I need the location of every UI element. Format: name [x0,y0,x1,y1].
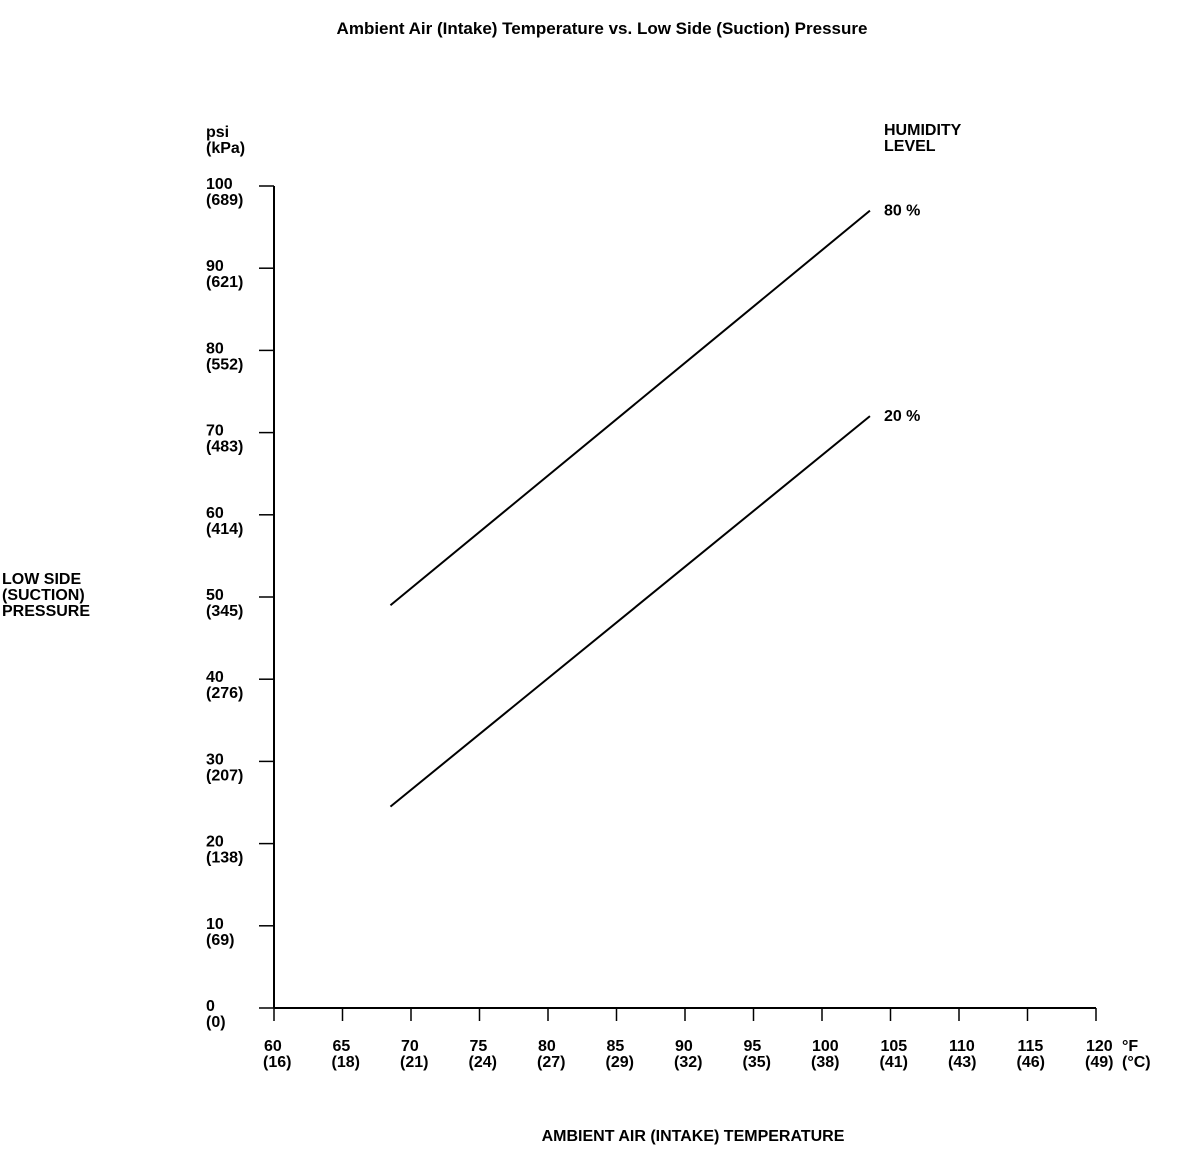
y-tick-label-kpa: (69) [206,931,235,949]
legend-title-line-2: LEVEL [884,138,936,155]
x-tick-label: 100 [812,1038,839,1055]
series [390,203,920,807]
y-tick-label: 10 [206,915,224,933]
y-tick-label: 30 [206,751,224,769]
y-tick-label: 60 [206,504,224,522]
x-tick-label-celsius: (49) [1085,1054,1114,1071]
x-tick-label: 120 [1086,1038,1113,1055]
y-tick-label-kpa: (0) [206,1014,226,1031]
x-tick-label-celsius: (24) [468,1054,497,1071]
x-tick-label-celsius: (18) [331,1054,360,1071]
x-ticks [263,1008,1113,1071]
x-tick-label-celsius: (29) [605,1054,634,1071]
x-tick-label-celsius: (43) [948,1054,977,1071]
y-tick-label-kpa: (345) [206,603,244,620]
y-tick-label-kpa: (138) [206,849,244,867]
x-tick-label: 70 [401,1038,419,1055]
y-tick-label-kpa: (483) [206,438,244,456]
series-line [390,416,870,806]
y-tick-label: 80 [206,340,224,358]
x-tick-label-celsius: (38) [811,1054,840,1071]
y-tick-label-kpa: (207) [206,767,244,785]
x-tick-label: 85 [606,1038,625,1055]
x-unit-fahrenheit: °F [1122,1038,1139,1055]
x-tick-label: 115 [1017,1038,1044,1055]
y-tick-label: 40 [206,669,224,687]
y-ticks [206,176,274,1031]
y-tick-label: 20 [206,833,224,851]
x-tick-label-celsius: (35) [742,1054,771,1071]
x-tick-label: 95 [743,1038,762,1055]
x-tick-label-celsius: (32) [674,1054,703,1071]
legend-title-line-1: HUMIDITY [884,122,962,139]
y-unit-psi: psi [206,124,230,141]
x-tick-label-celsius: (16) [263,1054,292,1071]
x-unit-celsius: (°C) [1122,1054,1151,1071]
y-axis-label-line-1: LOW SIDE [2,571,82,588]
y-tick-label: 90 [206,258,224,276]
x-tick-label: 105 [880,1038,908,1055]
y-tick-label: 70 [206,422,224,440]
y-tick-label-kpa: (621) [206,274,244,292]
x-tick-label: 90 [675,1038,693,1055]
y-unit-kpa: (kPa) [206,140,246,157]
x-tick-label-celsius: (27) [537,1054,566,1071]
x-tick-label-celsius: (41) [879,1054,908,1071]
x-tick-label-celsius: (21) [400,1054,429,1071]
y-tick-label-kpa: (276) [206,685,244,703]
series-label: 80 % [883,202,921,220]
x-tick-label: 60 [264,1038,282,1055]
y-tick-label-kpa: (414) [206,520,244,538]
y-tick-label: 0 [206,998,215,1015]
x-tick-label: 65 [332,1038,351,1055]
series-line [390,211,870,606]
x-tick-label: 80 [538,1038,556,1055]
y-tick-label-kpa: (689) [206,192,244,209]
x-tick-label: 75 [469,1038,488,1055]
y-tick-label: 100 [206,176,233,193]
series-label: 20 % [883,408,921,426]
y-tick-label: 50 [206,587,224,604]
x-axis-label: AMBIENT AIR (INTAKE) TEMPERATURE [541,1128,845,1145]
x-tick-label-celsius: (46) [1016,1054,1045,1071]
chart-title: Ambient Air (Intake) Temperature vs. Low Side (Suction) Pressure [336,19,868,38]
y-tick-label-kpa: (552) [206,356,244,374]
y-axis-label-line-3: PRESSURE [2,603,91,620]
y-axis-label-line-2: (SUCTION) [2,587,85,604]
x-tick-label: 110 [949,1038,975,1055]
